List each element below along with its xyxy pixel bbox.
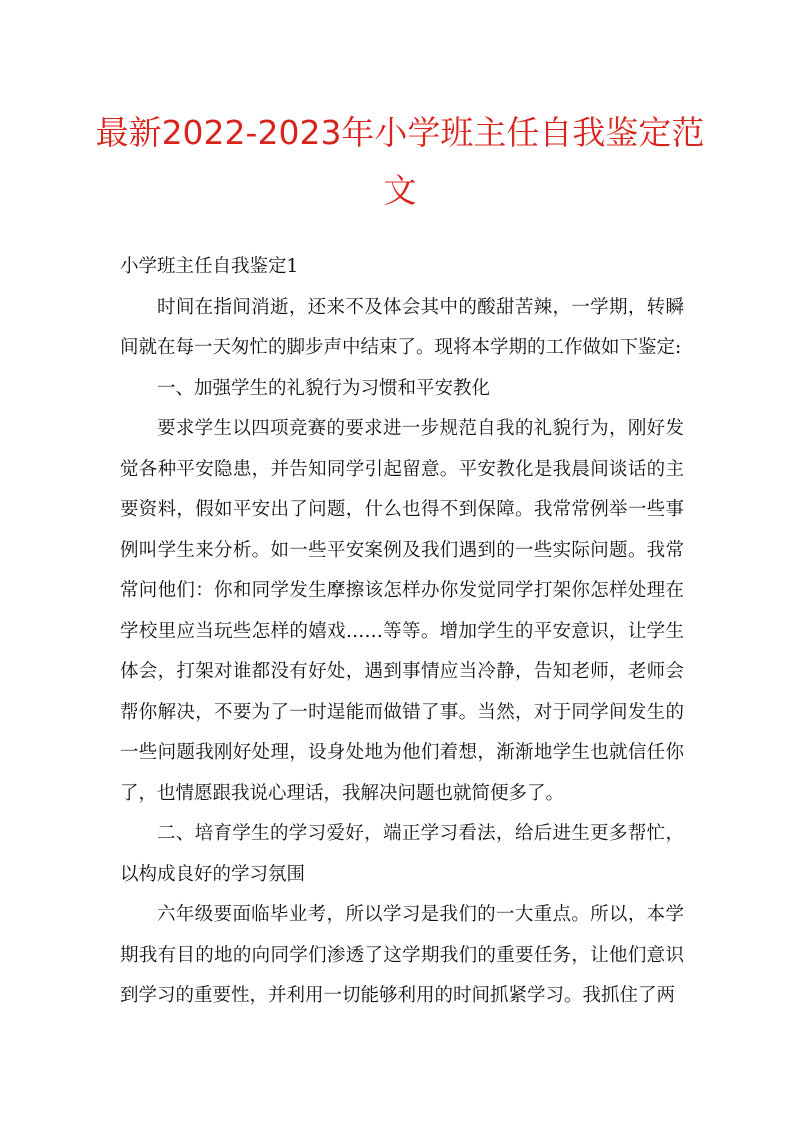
section-heading-2: 二、培育学生的学习爱好，端正学习看法，给后进生更多帮忙，以构成良好的学习氛围 [120,823,684,885]
document-title: 最新2022-2023年小学班主任自我鉴定范文 [95,113,705,210]
section-label: 小学班主任自我鉴定1 [120,256,299,277]
paragraph-safety: 要求学生以四项竞赛的要求进一步规范自我的礼貌行为，刚好发觉各种平安隐患，并告知同学引起留意。平安教化是我晨间谈话的主要资料，假如平安出了问题，什么也得不到保障。我常常例举一些事例叫学生来分析。如一些平安案例及我们遇到的一些实际问题。我常常问他们：你和同学发生摩擦该怎样办你发觉同学打架你怎样处理在学校里应当玩些怎样的嬉戏……等等。增加学生的平安意识，让学生体会，打架对谁都没有好处，遇到事情应当冷静，告知老师，老师会帮你解决，不要为了一时逞能而做错了事。当然，对于同学间发生的一些问题我刚好处理，设身处地为他们着想，渐渐地学生也就信任你了，也情愿跟我说心理话，我解决问题也就简便多了。 [120,418,684,804]
section-heading-1: 一、加强学生的礼貌行为习惯和平安教化 [157,377,491,399]
paragraph-study: 六年级要面临毕业考，所以学习是我们的一大重点。所以，本学期我有目的地的向同学们渗透了这学期我们的重要任务，让他们意识到学习的重要性，并利用一切能够利用的时间抓紧学习。我抓住了两 [120,904,684,1006]
document-body [120,247,684,1017]
paragraph-intro: 时间在指间消逝，还来不及体会其中的酸甜苦辣，一学期，转瞬间就在每一天匆忙的脚步声中结束了。现将本学期的工作做如下鉴定: [120,296,684,358]
